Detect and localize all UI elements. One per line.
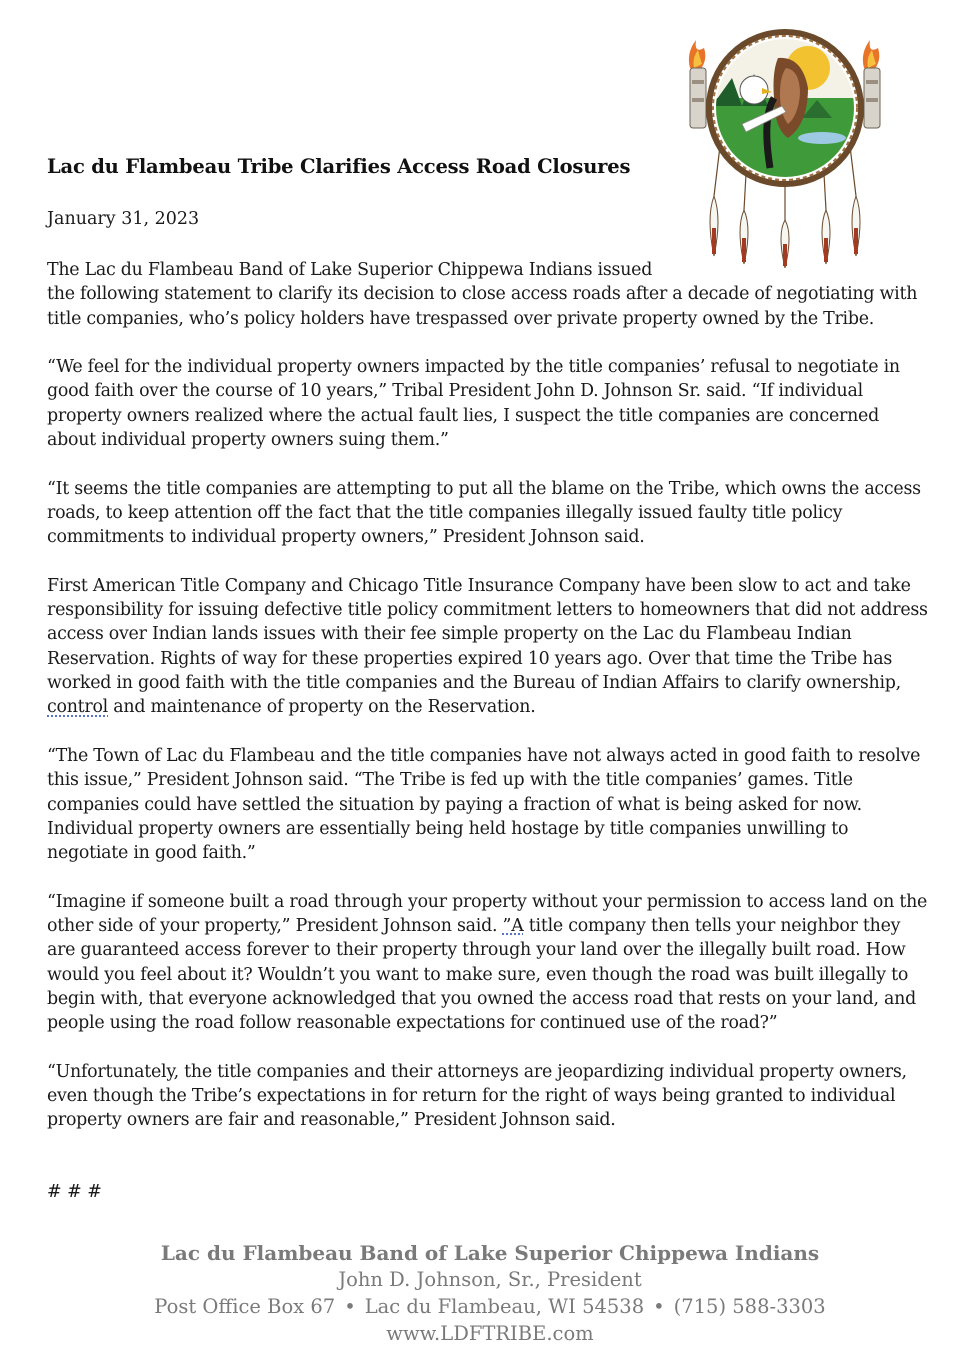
paragraph-7: “Unfortunately, the title companies and their attorneys are jeopardizing individual property owners, even though the Tribe’s expectations in for return for the right of ways being granted to individual property owners are fair and reasonable,” President Johnson said.: [47, 1061, 907, 1131]
release-body: [47, 258, 933, 1157]
paragraph-1: [47, 258, 933, 331]
bullet-separator: •: [344, 1295, 356, 1318]
footer-contact-line: [0, 1293, 980, 1320]
end-mark: # # #: [47, 1182, 102, 1202]
paragraph-1-first-line: The Lac du Flambeau Band of Lake Superior Chippewa Indians issued: [47, 260, 653, 280]
paragraph-5: “The Town of Lac du Flambeau and the title companies have not always acted in good faith to resolve this issue,” President Johnson said. “The Tribe is fed up with the title companies’ games. Title companies could have settled the situation by paying a fraction of what is being asked for now. Individual property owners are essentially being held hostage by title companies unwilling to negotiate in good faith.”: [47, 745, 921, 864]
footer-website: www.LDFTRIBE.com: [386, 1322, 594, 1345]
grammar-mark: control: [47, 697, 108, 718]
footer-po-box: Post Office Box 67: [154, 1295, 336, 1318]
paragraph-3: “It seems the title companies are attempting to put all the blame on the Tribe, which owns the access roads, to keep attention off the fact that the title companies illegally issued faulty title policy commitments to individual property owners,” President Johnson said.: [47, 478, 921, 548]
footer-organization: Lac du Flambeau Band of Lake Superior Chippewa Indians: [160, 1241, 820, 1265]
paragraph-4-text: First American Title Company and Chicago Title Insurance Company have been slow to act and take responsibility for issuing defective title policy commitment letters to homeowners that did not address access over Indian lands issues with their fee simple property on the Lac du Flambeau Indian Reservation. Rights of way for these properties expired 10 years ago. Over that time the Tribe has worked in good faith with the title companies and the Bureau of Indian Affairs to clarify ownership,: [47, 575, 928, 694]
release-date: January 31, 2023: [47, 209, 200, 229]
bullet-separator: •: [653, 1295, 665, 1318]
paragraph-4-text-end: and maintenance of property on the Reservation.: [108, 697, 536, 718]
paragraph-1-rest: the following statement to clarify its decision to close access roads after a decade of negotiating with title companies, who’s policy holders have trespassed over private property owned by the Tribe.: [47, 284, 918, 329]
footer-phone: (715) 588-3303: [673, 1295, 826, 1318]
right-torch-icon: [863, 40, 880, 128]
press-release-title: Lac du Flambeau Tribe Clarifies Access Road Closures: [47, 155, 631, 178]
dreamcatcher-seal-icon: [682, 28, 888, 268]
grammar-mark-quote: ”A: [502, 916, 524, 937]
letterhead-footer: [0, 1240, 980, 1347]
footer-president: John D. Johnson, Sr., President: [338, 1268, 642, 1291]
footer-city: Lac du Flambeau, WI 54538: [364, 1295, 645, 1318]
paragraph-6-text-end: title company then tells your neighbor they are guaranteed access forever to their property through your land over the illegally built road. How would you feel about it? Wouldn’t you want to make sure, even though the road was built illegally to begin with, that everyone acknowledged that you owned the access road that rests on your land, and people using the road follow reasonable expectations for continued use of the road?”: [47, 916, 916, 1034]
paragraph-2: “We feel for the individual property owners impacted by the title companies’ refusal to negotiate in good faith over the course of 10 years,” Tribal President John D. Johnson Sr. said. “If individual property owners realized where the actual fault lies, I suspect the title companies are concerned about individual property owners suing them.”: [47, 357, 900, 451]
paragraph-4: [47, 574, 933, 720]
paragraph-6-text: “Imagine if someone built a road through your property without your permission to access land on the other side of your property,” President Johnson said.: [47, 891, 928, 937]
paragraph-6: [47, 890, 933, 1036]
left-torch-icon: [689, 40, 706, 128]
